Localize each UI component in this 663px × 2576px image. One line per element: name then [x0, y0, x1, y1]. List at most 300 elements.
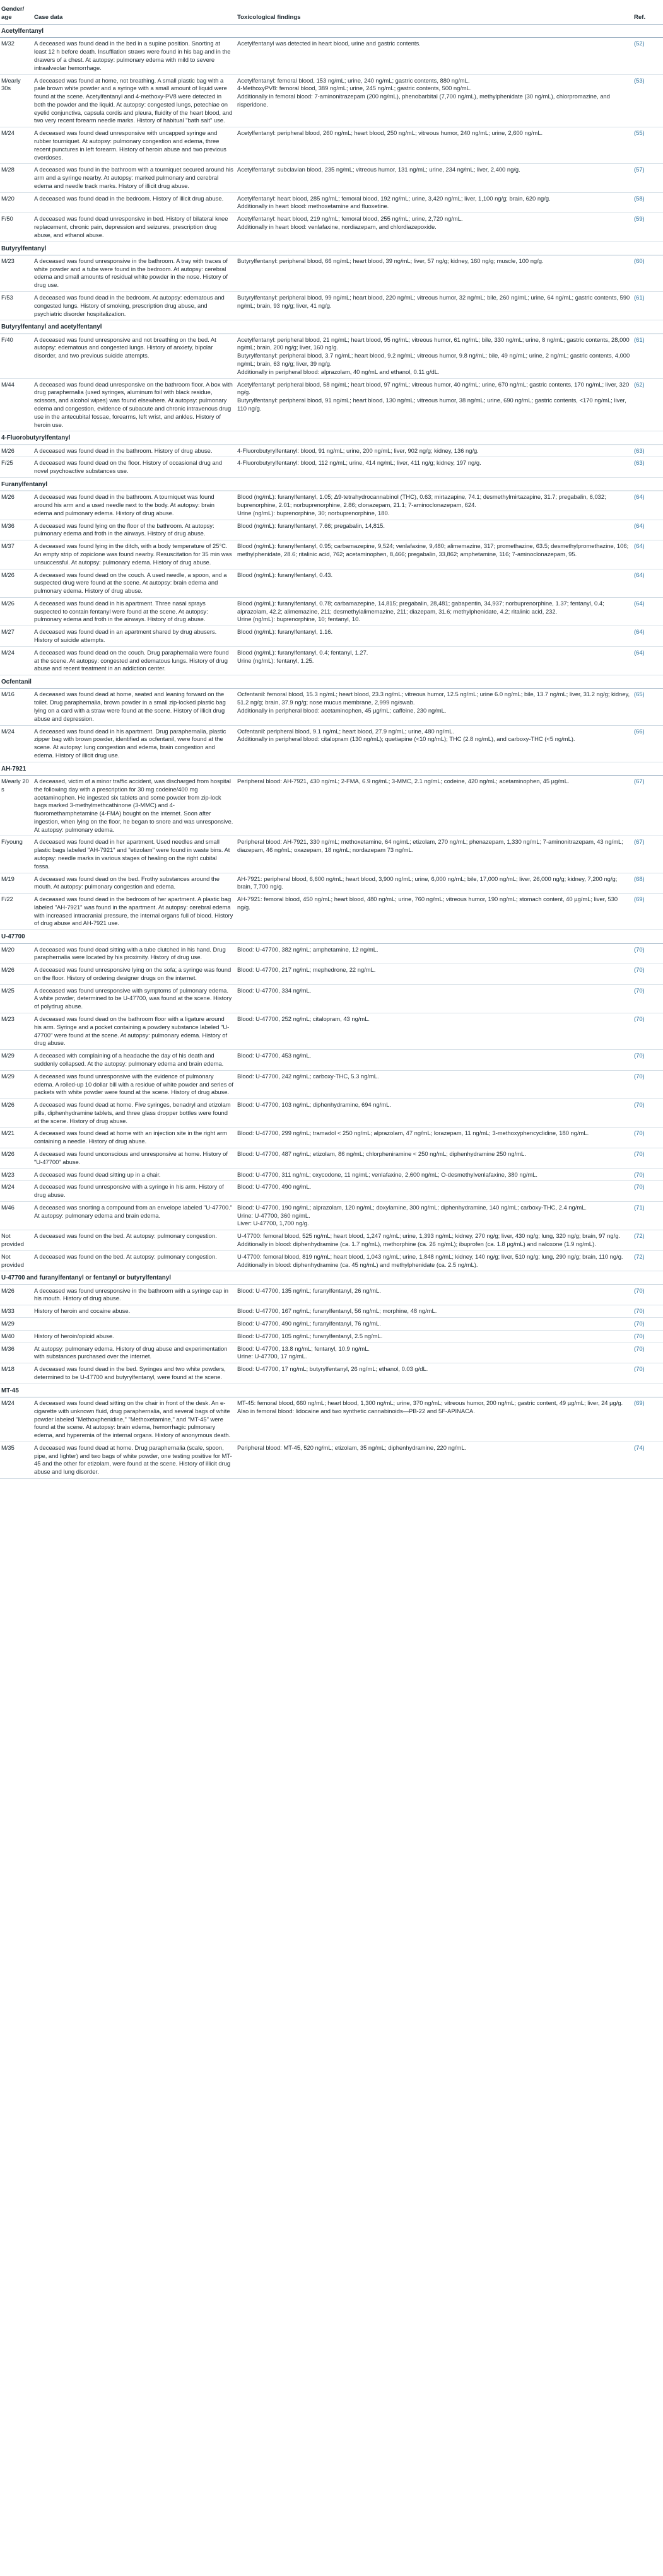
findings-line: Blood: U-47700, 17 ng/mL; butyrylfentanyl, 26 ng/mL; ethanol, 0.03 g/dL.	[237, 1365, 428, 1373]
findings-cell	[236, 1128, 633, 1148]
gender-age-cell: M/24	[0, 127, 33, 164]
table-header-row	[0, 4, 663, 25]
findings-cell	[236, 1305, 633, 1318]
table-row	[0, 569, 663, 597]
findings-cell	[236, 1230, 633, 1251]
findings-line: Urine (ng/mL): buprenorphine, 10; fentanyl, 10.	[237, 615, 360, 623]
table-row	[0, 836, 663, 873]
findings-line: Acetylfentanyl: subclavian blood, 235 ng/mL; vitreous humor, 131 ng/mL; urine, 234 ng/mL; liver, 2,400 ng/g.	[237, 166, 520, 173]
findings-line: Urine: U-47700, 360 ng/mL.	[237, 1211, 310, 1219]
findings-line: Blood: U-47700, 105 ng/mL; furanylfentanyl, 2.5 ng/mL.	[237, 1332, 383, 1339]
section-title: Butyrylfentanyl	[0, 242, 663, 255]
case-data-cell: A deceased was found on the bed. At autopsy: pulmonary congestion.	[33, 1230, 236, 1251]
reference-cell: (70)	[633, 984, 663, 1013]
table-row	[0, 775, 663, 836]
table-row	[0, 1070, 663, 1099]
case-data-cell: A deceased was found dead in her apartment. Used needles and small plastic bags labeled "AH-7921" and "etizolam" were found in waste bins. At autopsy: needle marks in various stages of healing on the right cubital fossa.	[33, 836, 236, 873]
case-data-cell: A deceased was found dead sitting with a tube clutched in his hand. Drug paraphernalia were located by his proximity. History of drug use.	[33, 943, 236, 964]
case-data-cell: A deceased was found dead unresponsive on the bathroom floor. A box with drug paraphernalia (used syringes, aluminum foil with black residue, scissors, and alcohol wipes) was found elsewhere. At autopsy: pulmonary edema and congestion, evidence of subacute and chronic intravenous drug use in the antecubital fossae, forearms, left wrist, and ankles. History of heroin use.	[33, 378, 236, 431]
toxicology-table	[0, 4, 663, 1479]
findings-line: MT-45: femoral blood, 660 ng/mL; heart blood, 1,300 ng/mL; urine, 370 ng/mL; vitreous humor, 200 ng/mL; gastric content, 49 µg/mL; liver, 24 µg/g.	[237, 1399, 623, 1406]
findings-cell	[236, 1363, 633, 1384]
findings-cell	[236, 213, 633, 242]
gender-age-cell: F/22	[0, 894, 33, 930]
findings-cell	[236, 334, 633, 378]
case-data-cell: A deceased was found dead in his apartment. Three nasal sprays suspected to contain fentanyl were found at the scene. At autopsy: pulmonary edema and froth in the airways. History of drug abuse.	[33, 597, 236, 626]
reference-cell: (64)	[633, 540, 663, 569]
gender-age-cell: M/24	[0, 1397, 33, 1442]
findings-line: Blood (ng/mL): furanylfentanyl, 0.95; carbamazepine, 9,524; venlafaxine, 9,480; alimemazine, 317; promethazine, 63.5; desmethylpromethazine, 106; methylphenidate, 28.6; ritalinic acid, 762; acetaminophen, 8,466; pregabalin, 33,862; amphetamine, 116; 7-aminoclonazepam, 95.	[237, 542, 629, 557]
case-data-cell: A deceased was found unresponsive with a syringe in his arm. History of drug abuse.	[33, 1181, 236, 1202]
findings-cell	[236, 689, 633, 725]
reference-cell: (62)	[633, 378, 663, 431]
gender-age-cell: M/44	[0, 378, 33, 431]
reference-cell: (70)	[633, 964, 663, 985]
section-title: Furanylfentanyl	[0, 477, 663, 491]
gender-age-cell: M/27	[0, 626, 33, 647]
gender-age-cell: M/37	[0, 540, 33, 569]
findings-line: Ocfentanil: peripheral blood, 9.1 ng/mL; heart blood, 27.9 ng/mL; urine, 480 ng/mL.	[237, 727, 454, 735]
findings-line: Blood: U-47700, 190 ng/mL; alprazolam, 120 ng/mL; doxylamine, 300 ng/mL; diphenhydramine, 140 ng/mL; carboxy-THC, 2.4 ng/mL.	[237, 1203, 587, 1211]
reference-cell: (64)	[633, 491, 663, 520]
findings-cell	[236, 626, 633, 647]
case-data-cell: A deceased was found dead in the bathroom. History of drug abuse.	[33, 445, 236, 457]
section-header	[0, 1271, 663, 1285]
table-row	[0, 378, 663, 431]
gender-age-cell: M/19	[0, 873, 33, 894]
case-data-cell: A deceased was found dead on the couch. Drug paraphernalia were found at the scene. At autopsy: congested and edematous lungs. History of drug abuse and recent treatment in an addiction center.	[33, 646, 236, 675]
section-title: MT-45	[0, 1384, 663, 1397]
findings-line: Also in femoral blood: lidocaine and two synthetic cannabinoids—PB-22 and 5F-APINACA.	[237, 1407, 475, 1414]
findings-cell	[236, 873, 633, 894]
findings-line: AH-7921: femoral blood, 450 ng/mL; heart blood, 480 ng/mL; urine, 760 ng/mL; vitreous humor, 190 ng/mL; stomach content, 40 µg/mL; liver, 530 ng/g.	[237, 895, 618, 911]
section-header	[0, 431, 663, 445]
findings-cell	[236, 943, 633, 964]
case-data-cell: A deceased was found dead in the bed in a supine position. Snorting at least 12 h before death. Insufflation straws were found in his bag and in the drawers of a chest. At autopsy: pulmonary edema with mild to severe intraalveolar hemorrhage.	[33, 38, 236, 74]
gender-age-cell: M/40	[0, 1330, 33, 1343]
case-data-cell: A deceased was found dead on the couch. A used needle, a spoon, and a suspected drug were found at the scene. At autopsy: brain edema and pulmonary edema. History of drug abuse.	[33, 569, 236, 597]
findings-line: Blood: U-47700, 487 ng/mL; etizolam, 86 ng/mL; chlorpheniramine < 250 ng/mL; diphenhydramine 250 ng/mL.	[237, 1150, 526, 1157]
findings-cell	[236, 775, 633, 836]
findings-cell	[236, 569, 633, 597]
findings-cell	[236, 127, 633, 164]
reference-cell: (57)	[633, 164, 663, 192]
findings-cell	[236, 520, 633, 540]
findings-line: Ocfentanil: femoral blood, 15.3 ng/mL; heart blood, 23.3 ng/mL; vitreous humor, 12.5 ng/mL; urine 6.0 ng/mL; bile, 13.7 ng/mL; liver, 31.2 ng/g; kidney, 51.2 ng/g; brain, 37.9 ng/g; nose mucus membrane, 2,999 ng/swab.	[237, 691, 630, 706]
header-gender-age: Gender/ age	[0, 4, 33, 25]
reference-cell: (70)	[633, 1050, 663, 1071]
findings-cell	[236, 1070, 633, 1099]
findings-line: Acetylfentanyl: peripheral blood, 260 ng/mL; heart blood, 250 ng/mL; vitreous humor, 240 ng/mL; urine, 2,600 ng/mL.	[237, 129, 543, 137]
findings-cell	[236, 255, 633, 291]
table-row	[0, 213, 663, 242]
findings-line: Blood: U-47700, 217 ng/mL; mephedrone, 22 ng/mL.	[237, 966, 376, 974]
findings-line: Liver: U-47700, 1,700 ng/g.	[237, 1220, 309, 1227]
findings-line: Blood (ng/mL): furanylfentanyl, 0.4; fentanyl, 1.27.	[237, 648, 368, 656]
table-row	[0, 725, 663, 762]
findings-cell	[236, 164, 633, 192]
findings-cell	[236, 1169, 633, 1181]
case-data-cell: A deceased was found unconscious and unresponsive at home. History of "U-47700" abuse.	[33, 1148, 236, 1169]
case-data-cell: A deceased was found unresponsive lying on the sofa; a syringe was found on the floor. History of ordering designer drugs on the internet.	[33, 964, 236, 985]
gender-age-cell: M/26	[0, 1285, 33, 1305]
table-row	[0, 1099, 663, 1128]
findings-line: Blood: U-47700, 242 ng/mL; carboxy-THC, 5.3 ng/mL.	[237, 1072, 379, 1080]
case-data-cell: A deceased was found dead in his apartment. Drug paraphernalia, plastic zipper bag with brown powder, identified as ocfentanil, were found at the scene. At autopsy: lung congestion and edema, brain congestion and edema. History of illicit drug use.	[33, 725, 236, 762]
findings-cell	[236, 192, 633, 213]
findings-line: Butyrylfentanyl: peripheral blood, 66 ng/mL; heart blood, 39 ng/mL; liver, 57 ng/g; kidney, 160 ng/g; muscle, 100 ng/g.	[237, 257, 544, 264]
section-header	[0, 320, 663, 334]
case-data-cell: A deceased was found dead in the bathroom. A tourniquet was found around his arm and a used needle next to the body. At autopsy: brain edema and pulmonary edema. History of drug abuse.	[33, 491, 236, 520]
findings-line: Acetylfentanyl was detected in heart blood, urine and gastric contents.	[237, 40, 421, 47]
section-title: AH-7921	[0, 762, 663, 775]
findings-line: Blood: U-47700, 135 ng/mL; furanylfentanyl, 26 ng/mL.	[237, 1286, 381, 1294]
case-data-cell: A deceased, victim of a minor traffic accident, was discharged from hospital the following day with a prescription for 30 mg codeine/400 mg acetaminophen. He ingested six tablets and some powder from zip-lock bags marked 3-methylmethcathinone (3-MMC) and 4-fluoromethamphetamine (4-FMA) bought on the internet. Soon after ingestion, when lying on the floor, he began to snore and was unresponsive. At autopsy: pulmonary edema.	[33, 775, 236, 836]
reference-cell: (66)	[633, 725, 663, 762]
table-row	[0, 1181, 663, 1202]
gender-age-cell: M/36	[0, 520, 33, 540]
findings-line: Peripheral blood: MT-45, 520 ng/mL; etizolam, 35 ng/mL; diphenhydramine, 220 ng/mL.	[237, 1443, 467, 1451]
case-data-cell: A deceased was found dead in the bedroom. At autopsy: edematous and congested lungs. History of smoking, prescription drug abuse, and psychiatric disorder hospitalization.	[33, 292, 236, 320]
table-row	[0, 646, 663, 675]
findings-line: Additionally in blood: diphenhydramine (ca. 1.7 ng/mL), methorphine (ca. 26 ng/mL); ibuprofen (ca. 1.8 µg/mL) and naloxone (1.9 ng/mL).	[237, 1240, 596, 1247]
case-data-cell: A deceased was found dead unresponsive with uncapped syringe and rubber tourniquet. At autopsy: pulmonary congestion and edema, three recent punctures in left forearm. History of heroin abuse and two previous overdoses.	[33, 127, 236, 164]
reference-cell: (70)	[633, 1305, 663, 1318]
reference-cell: (70)	[633, 1181, 663, 1202]
gender-age-cell: F/40	[0, 334, 33, 378]
findings-line: Blood: U-47700, 490 ng/mL.	[237, 1183, 312, 1191]
table-row	[0, 1318, 663, 1331]
findings-cell	[236, 292, 633, 320]
findings-cell	[236, 1099, 633, 1128]
case-data-cell: A deceased was found dead on the floor. History of occasional drug and novel psychoactive substances use.	[33, 457, 236, 478]
findings-cell	[236, 1181, 633, 1202]
case-data-cell: A deceased was found dead in the bedroom. History of illicit drug abuse.	[33, 192, 236, 213]
reference-cell: (63)	[633, 445, 663, 457]
table-row	[0, 457, 663, 478]
table-row	[0, 1201, 663, 1230]
reference-cell: (64)	[633, 520, 663, 540]
gender-age-cell: M/36	[0, 1343, 33, 1363]
findings-cell	[236, 646, 633, 675]
findings-line: Blood (ng/mL): furanylfentanyl, 1.05; Δ9-tetrahydrocannabinol (THC), 0.63; mirtazapine, 74.1; desmethylmirtazapine, 31.7; pregabalin, 6,032; buprenorphine, 2.01; norbuprenorphine, 2.86; clonazepam, 21.1; 7-aminoclonazepam, 624.	[237, 493, 606, 509]
gender-age-cell: M/24	[0, 725, 33, 762]
table-row	[0, 74, 663, 127]
findings-line: Blood: U-47700, 299 ng/mL; tramadol < 250 ng/mL; alprazolam, 47 ng/mL; lorazepam, 11 ng/mL; 3-methoxyphencyclidine, 180 ng/mL.	[237, 1129, 589, 1137]
reference-cell: (74)	[633, 1442, 663, 1478]
findings-line: Blood (ng/mL): furanylfentanyl, 7.66; pregabalin, 14,815.	[237, 522, 385, 529]
gender-age-cell: M/32	[0, 38, 33, 74]
section-title: U-47700 and furanylfentanyl or fentanyl or butyrylfentanyl	[0, 1271, 663, 1285]
findings-cell	[236, 1397, 633, 1442]
findings-line: Butyrylfentanyl: peripheral blood, 91 ng/mL; heart blood, 130 ng/mL; vitreous humor, 38 ng/mL; urine, 690 ng/mL; gastric contents, <170 ng/mL; liver, 110 ng/g.	[237, 397, 626, 412]
case-data-cell: A deceased was found unresponsive with the evidence of pulmonary edema. A rolled-up 10 dollar bill with a residue of white powder and series of packets with white powder were found at the scene. History of drug abuse.	[33, 1070, 236, 1099]
findings-line: 4-Fluorobutyrylfentanyl: blood, 91 ng/mL; urine, 200 ng/mL; liver, 902 ng/g; kidney, 136 ng/g.	[237, 446, 479, 454]
findings-cell	[236, 1013, 633, 1050]
findings-line: Additionally in femoral blood: 7-aminonitrazepam (200 ng/mL), phenobarbital (7,700 ng/mL), methylphenidate (30 ng/mL), chlorpromazine, and risperidone.	[237, 93, 610, 108]
case-data-cell: A deceased was found dead sitting up in a chair.	[33, 1169, 236, 1181]
section-title: U-47700	[0, 930, 663, 943]
case-data-cell: A deceased was found at home, not breathing. A small plastic bag with a pale brown white powder and a syringe with a small amount of liquid were found at the scene. Acetylfentanyl and 4-methoxy-PV8 were detected in both the powder and the liquid. At autopsy: congested lungs, petechiae on eyelid conjunctiva, capsula cordis and pleura, fluidity of the heart blood, and two very recent forearm needle marks. History of habitual "bath salt" use.	[33, 74, 236, 127]
section-header	[0, 762, 663, 775]
table-row	[0, 334, 663, 378]
reference-cell: (52)	[633, 38, 663, 74]
case-data-cell: A deceased was found unresponsive and not breathing on the bed. At autopsy: edematous and congested lungs. History of anxiety, bipolar disorder, and two previous suicide attempts.	[33, 334, 236, 378]
case-data-cell: A deceased was found lying on the floor of the bathroom. At autopsy: pulmonary edema and froth in the airways. History of drug abuse.	[33, 520, 236, 540]
case-data-cell: A deceased was snorting a compound from an envelope labeled "U-47700." At autopsy: pulmonary edema and brain edema.	[33, 1201, 236, 1230]
reference-cell: (67)	[633, 775, 663, 836]
findings-line: Acetylfentanyl: peripheral blood, 21 ng/mL; heart blood, 95 ng/mL; vitreous humor, 61 ng/mL; bile, 330 ng/mL; urine, 8 ng/mL; gastric contents, 28,000 ng/mL; brain, 200 ng/g; liver, 160 ng/g.	[237, 335, 630, 351]
findings-line: Acetylfentanyl: peripheral blood, 58 ng/mL; heart blood, 97 ng/mL; vitreous humor, 40 ng/mL; urine, 670 ng/mL; gastric contents, 170 ng/mL; liver, 320 ng/g.	[237, 380, 630, 396]
case-data-cell: A deceased was found dead sitting on the chair in front of the desk. An e-cigarette with unknown fluid, drug paraphernalia, and several bags of white powder labeled "Methoxphenidine," "Methoxetamine," and "MT-45" were found at the scene. At autopsy: brain edema, hemorrhagic pulmonary edema, and hyperemia of the internal organs. History of anonymous death.	[33, 1397, 236, 1442]
findings-line: Blood: U-47700, 453 ng/mL.	[237, 1052, 312, 1059]
findings-line: Blood: U-47700, 252 ng/mL; citalopram, 43 ng/mL.	[237, 1015, 370, 1023]
gender-age-cell: M/20	[0, 943, 33, 964]
case-data-cell: History of heroin and cocaine abuse.	[33, 1305, 236, 1318]
case-data-cell: A deceased was found in the bathroom with a tourniquet secured around his arm and a syringe nearby. At autopsy: marked pulmonary and cerebral edema and needle track marks. History of illicit drug abuse.	[33, 164, 236, 192]
section-title: Acetylfentanyl	[0, 25, 663, 38]
case-data-cell: A deceased was found dead at home, seated and leaning forward on the toilet. Drug paraphernalia, brown powder in a small zip-locked plastic bag lying on a card with a straw were found at the scene. History of illicit drug abuse and depression.	[33, 689, 236, 725]
reference-cell: (70)	[633, 1363, 663, 1384]
reference-cell: (55)	[633, 127, 663, 164]
findings-line: Urine: U-47700, 17 ng/mL.	[237, 1353, 307, 1360]
gender-age-cell: M/23	[0, 255, 33, 291]
table-row	[0, 1442, 663, 1478]
table-row	[0, 520, 663, 540]
findings-cell	[236, 1285, 633, 1305]
case-data-cell: A deceased was found unresponsive with symptoms of pulmonary edema. A white powder, determined to be U-47700, was found at the scene. History of polydrug abuse.	[33, 984, 236, 1013]
table-row	[0, 597, 663, 626]
reference-cell: (58)	[633, 192, 663, 213]
gender-age-cell: M/24	[0, 646, 33, 675]
findings-line: Additionally in peripheral blood: alprazolam, 40 ng/mL and ethanol, 0.11 g/dL.	[237, 368, 440, 375]
gender-age-cell: F/25	[0, 457, 33, 478]
gender-age-cell: M/26	[0, 964, 33, 985]
reference-cell: (69)	[633, 1397, 663, 1442]
gender-age-cell: M/26	[0, 445, 33, 457]
findings-cell	[236, 597, 633, 626]
findings-cell	[236, 1201, 633, 1230]
table-row	[0, 1169, 663, 1181]
findings-line: Additionally in peripheral blood: acetaminophen, 45 µg/mL; caffeine, 230 ng/mL.	[237, 706, 447, 714]
gender-age-cell: F/young	[0, 836, 33, 873]
reference-cell: (72)	[633, 1230, 663, 1251]
gender-age-cell: M/29	[0, 1050, 33, 1071]
reference-cell: (70)	[633, 1099, 663, 1128]
findings-line: Blood (ng/mL): furanylfentanyl, 1.16.	[237, 628, 333, 636]
reference-cell: (70)	[633, 1285, 663, 1305]
header-case-data: Case data	[33, 4, 236, 25]
case-data-cell: History of heroin/opioid abuse.	[33, 1330, 236, 1343]
gender-age-cell: M/46	[0, 1201, 33, 1230]
table-row	[0, 1397, 663, 1442]
table-row	[0, 1363, 663, 1384]
header-findings: Toxicological findings	[236, 4, 633, 25]
case-data-cell: A deceased was found dead at home. Drug paraphernalia (scale, spoon, pipe, and lighter) and two bags of white powder, one testing positive for MT-45 and the other for etizolam, were found at the scene. History of illicit drug abuse and lung disorder.	[33, 1442, 236, 1478]
findings-cell	[236, 1442, 633, 1478]
section-title: Ocfentanil	[0, 675, 663, 689]
table-row	[0, 984, 663, 1013]
case-data-cell: A deceased was found lying in the ditch, with a body temperature of 25°C. An empty strip of zopiclone was found nearby. Resuscitation for 35 min was unsuccessful. At autopsy: pulmonary edema. History of drug abuse.	[33, 540, 236, 569]
reference-cell: (53)	[633, 74, 663, 127]
reference-cell: (64)	[633, 626, 663, 647]
table-row	[0, 1050, 663, 1071]
findings-line: Blood: U-47700, 103 ng/mL; diphenhydramine, 694 ng/mL.	[237, 1101, 391, 1109]
reference-cell: (64)	[633, 569, 663, 597]
findings-cell	[236, 457, 633, 478]
findings-line: Blood: U-47700, 382 ng/mL; amphetamine, 12 ng/mL.	[237, 945, 378, 953]
findings-cell	[236, 984, 633, 1013]
table-row	[0, 192, 663, 213]
table-row	[0, 1013, 663, 1050]
reference-cell: (70)	[633, 1013, 663, 1050]
findings-cell	[236, 1250, 633, 1271]
case-data-cell: A deceased was found dead at home with an injection site in the right arm containing a needle. History of drug abuse.	[33, 1128, 236, 1148]
gender-age-cell: M/33	[0, 1305, 33, 1318]
case-data-cell: A deceased was found dead on the bed. Frothy substances around the mouth. At autopsy: pulmonary congestion and edema.	[33, 873, 236, 894]
findings-cell	[236, 1050, 633, 1071]
table-row	[0, 164, 663, 192]
case-data-cell: A deceased was found dead at home. Five syringes, benadryl and etizolam pills, diphenhydramine tablets, and three glass dropper bottles were found at the scene. History of drug abuse.	[33, 1099, 236, 1128]
findings-line: Urine (ng/mL): buprenorphine, 30; norbuprenorphine, 180.	[237, 509, 390, 516]
reference-cell: (70)	[633, 1343, 663, 1363]
findings-line: 4-MethoxyPV8: femoral blood, 389 ng/mL; urine, 245 ng/mL; gastric contents, 500 ng/mL.	[237, 85, 472, 92]
gender-age-cell: M/35	[0, 1442, 33, 1478]
findings-line: Butyrylfentanyl: peripheral blood, 99 ng/mL; heart blood, 220 ng/mL; vitreous humor, 32 ng/mL; bile, 260 ng/mL; urine, 64 ng/mL; gastric contents, 590 ng/mL; brain, 93 ng/g; liver, 41 ng/g.	[237, 294, 630, 309]
findings-line: AH-7921: peripheral blood, 6,600 ng/mL; heart blood, 3,900 ng/mL; urine, 6,000 ng/mL; bile, 17,000 ng/mL; liver, 26,000 ng/g; kidney, 7,200 ng/g; brain, 7,700 ng/g.	[237, 875, 618, 890]
findings-line: U-47700: femoral blood, 819 ng/mL; heart blood, 1,043 ng/mL; urine, 1,848 ng/mL; kidney, 140 ng/g; liver, 510 ng/g; lung, 290 ng/g; brain, 110 ng/g.	[237, 1252, 623, 1260]
reference-cell: (67)	[633, 836, 663, 873]
reference-cell: (64)	[633, 646, 663, 675]
gender-age-cell: M/29	[0, 1070, 33, 1099]
findings-cell	[236, 836, 633, 873]
case-data-cell: A deceased was found unresponsive in the bathroom with a syringe cap in his mouth. History of drug abuse.	[33, 1285, 236, 1305]
section-header	[0, 25, 663, 38]
findings-cell	[236, 725, 633, 762]
case-data-cell	[33, 1318, 236, 1331]
findings-line: Additionally in peripheral blood: citalopram (130 ng/mL); quetiapine (<10 ng/mL); THC (2.8 ng/mL), and carboxy-THC (<5 ng/mL).	[237, 735, 575, 743]
findings-line: Urine (ng/mL): fentanyl, 1.25.	[237, 656, 314, 664]
findings-cell	[236, 38, 633, 74]
reference-cell: (59)	[633, 213, 663, 242]
findings-cell	[236, 894, 633, 930]
gender-age-cell: M/26	[0, 597, 33, 626]
reference-cell: (70)	[633, 1318, 663, 1331]
findings-cell	[236, 74, 633, 127]
reference-cell: (63)	[633, 457, 663, 478]
gender-age-cell: M/26	[0, 491, 33, 520]
gender-age-cell: M/24	[0, 1181, 33, 1202]
reference-cell: (71)	[633, 1201, 663, 1230]
case-data-cell: A deceased was found dead in the bed. Syringes and two white powders, determined to be U-47700 and butyrylfentanyl, were found at the scene.	[33, 1363, 236, 1384]
findings-cell	[236, 445, 633, 457]
gender-age-cell: Not provided	[0, 1230, 33, 1251]
reference-cell: (70)	[633, 1128, 663, 1148]
reference-cell: (70)	[633, 1330, 663, 1343]
gender-age-cell: M/16	[0, 689, 33, 725]
gender-age-cell: M/29	[0, 1318, 33, 1331]
findings-line: U-47700: femoral blood, 525 ng/mL; heart blood, 1,247 ng/mL; urine, 1,393 ng/mL; kidney, 270 ng/g; liver, 430 ng/g; lung, 320 ng/g; brain, 97 ng/g.	[237, 1232, 621, 1240]
findings-cell	[236, 378, 633, 431]
table-row	[0, 445, 663, 457]
reference-cell: (65)	[633, 689, 663, 725]
gender-age-cell: M/26	[0, 1148, 33, 1169]
case-data-cell: A deceased with complaining of a headache the day of his death and suddenly collapsed. At the autopsy: pulmonary edema and brain edema.	[33, 1050, 236, 1071]
findings-cell	[236, 964, 633, 985]
gender-age-cell: M/early 30s	[0, 74, 33, 127]
table-row	[0, 943, 663, 964]
reference-cell: (61)	[633, 334, 663, 378]
findings-cell	[236, 1148, 633, 1169]
findings-line: Peripheral blood: AH-7921, 430 ng/mL; 2-FMA, 6.9 ng/mL; 3-MMC, 2.1 ng/mL; codeine, 420 ng/mL; acetaminophen, 45 µg/mL.	[237, 777, 570, 784]
table-row	[0, 626, 663, 647]
table-row	[0, 689, 663, 725]
reference-cell: (68)	[633, 873, 663, 894]
findings-cell	[236, 540, 633, 569]
gender-age-cell: M/20	[0, 192, 33, 213]
section-header	[0, 477, 663, 491]
table-row	[0, 1305, 663, 1318]
table-row	[0, 1148, 663, 1169]
reference-cell: (61)	[633, 292, 663, 320]
findings-line: Blood (ng/mL): furanylfentanyl, 0.78; carbamazepine, 14,815; pregabalin, 28,481; gabapentin, 34,937; norbuprenorphine, 1.37; fentanyl, 0.4; alprazolam, 42.2; alimemazine, 211; desmethylalimemazine, 211; diazepam, 31.6; methylphenidate, 4.2; ritalinic acid, 232.	[237, 599, 604, 615]
table-row	[0, 1330, 663, 1343]
table-row	[0, 873, 663, 894]
findings-line: Blood: U-47700, 490 ng/mL; furanylfentanyl, 76 ng/mL.	[237, 1320, 381, 1327]
gender-age-cell: M/28	[0, 164, 33, 192]
gender-age-cell: M/23	[0, 1169, 33, 1181]
findings-line: Acetylfentanyl: heart blood, 219 ng/mL; femoral blood, 255 ng/mL; urine, 2,720 ng/mL.	[237, 215, 463, 223]
gender-age-cell: M/23	[0, 1013, 33, 1050]
findings-line: Additionally in blood: diphenhydramine (ca. 45 ng/mL) and methylphenidate (ca. 2.5 ng/mL).	[237, 1261, 478, 1268]
gender-age-cell: M/26	[0, 1099, 33, 1128]
case-data-cell: A deceased was found dead unresponsive in bed. History of bilateral knee replacement, chronic pain, depression and seizures, prescription drug abuse, and ethanol abuse.	[33, 213, 236, 242]
table-row	[0, 894, 663, 930]
gender-age-cell: M/26	[0, 569, 33, 597]
findings-line: Blood: U-47700, 13.8 ng/mL; fentanyl, 10.9 ng/mL.	[237, 1344, 370, 1352]
gender-age-cell: M/early 20 s	[0, 775, 33, 836]
findings-line: Acetylfentanyl: femoral blood, 153 ng/mL; urine, 240 ng/mL; gastric contents, 880 ng/mL.	[237, 76, 470, 84]
reference-cell: (64)	[633, 597, 663, 626]
table-row	[0, 292, 663, 320]
findings-line: Blood (ng/mL): furanylfentanyl, 0.43.	[237, 571, 333, 578]
findings-cell	[236, 1343, 633, 1363]
table-row	[0, 540, 663, 569]
table-row	[0, 255, 663, 291]
section-title: Butyrylfentanyl and acetylfentanyl	[0, 320, 663, 334]
gender-age-cell: Not provided	[0, 1250, 33, 1271]
table-row	[0, 1230, 663, 1251]
findings-cell	[236, 491, 633, 520]
case-data-cell: A deceased was found unresponsive in the bathroom. A tray with traces of white powder and a tube were found in the bedroom. At autopsy: cerebral edema and small amounts of residual white powder in the nose. History of drug use.	[33, 255, 236, 291]
table-row	[0, 127, 663, 164]
case-data-cell: At autopsy: pulmonary edema. History of drug abuse and experimentation with substances purchased over the internet.	[33, 1343, 236, 1363]
table-row	[0, 1285, 663, 1305]
section-header	[0, 1384, 663, 1397]
findings-line: Additionally in heart blood: venlafaxine, nordiazepam, and chlordiazepoxide.	[237, 223, 437, 231]
findings-cell	[236, 1318, 633, 1331]
table-body	[0, 25, 663, 1479]
findings-line: Peripheral blood: AH-7921, 330 ng/mL; methoxetamine, 64 ng/mL; etizolam, 270 ng/mL; phenazepam, 1,330 ng/mL; 7-aminonitrazepam, 43 ng/mL; diazepam, 46 ng/mL; oxazepam, 18 ng/mL; nordazepam 73 ng/mL.	[237, 838, 623, 854]
header-ref: Ref.	[633, 4, 663, 25]
table-row	[0, 964, 663, 985]
findings-line: Butyrylfentanyl: peripheral blood, 3.7 ng/mL; heart blood, 9.2 ng/mL; vitreous humor, 9.8 ng/mL; bile, 49 ng/mL; urine, 2 ng/mL; gastric contents, 4,000 ng/mL; brain, 63 ng/g; liver, 39 ng/g.	[237, 352, 630, 368]
table-row	[0, 1128, 663, 1148]
gender-age-cell: F/53	[0, 292, 33, 320]
findings-line: 4-Fluorobutyrylfentanyl: blood, 112 ng/mL; urine, 414 ng/mL; liver, 411 ng/g; kidney, 197 ng/g.	[237, 459, 481, 467]
section-header	[0, 930, 663, 943]
reference-cell: (70)	[633, 1148, 663, 1169]
